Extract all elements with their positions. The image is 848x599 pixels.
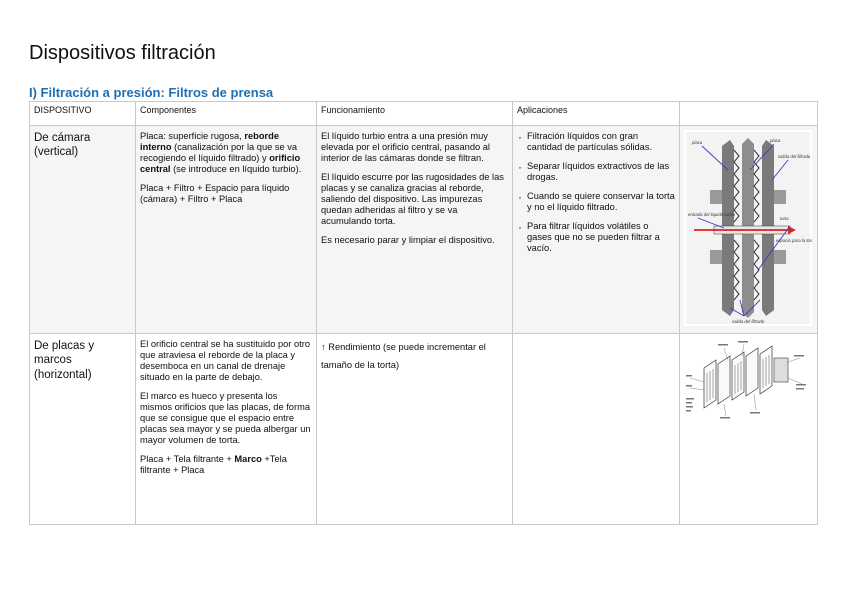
- diagram-label-entrada: entrada del liquido turbio: [688, 212, 736, 217]
- header-componentes: Componentes: [136, 102, 317, 126]
- functioning-cell: [317, 126, 513, 334]
- table-header-row: [30, 102, 818, 126]
- image-cell: [680, 333, 818, 524]
- table-row: [30, 333, 818, 524]
- components-paragraph: Placa: superficie rugosa, reborde interno (canalización por la que se va recogiendo el líquido filtrado) y orificio central (se introduce en líquido turbio).: [140, 131, 302, 174]
- functioning-text: Rendimiento (se puede incrementar el tamaño de la torta): [321, 341, 486, 370]
- diagram-label-torta: torta: [780, 216, 789, 221]
- functioning-cell: [317, 333, 513, 524]
- header-image: [680, 102, 818, 126]
- components-paragraph: El orificio central se ha sustituido por otro que atraviesa el reborde de la placa y desemboca en un canal de drenaje situado en la parte de debajo.: [140, 338, 311, 382]
- functioning-paragraph: Es necesario parar y limpiar el dispositivo.: [321, 234, 495, 245]
- components-paragraph: El marco es hueco y presenta los mismos orificios que las placas, de forma que se consigue que el espacio entre placas sea mayor y se pueda albergar un mayor volumen de torta.: [140, 390, 311, 445]
- device-name: De placas y marcos (horizontal): [30, 333, 136, 524]
- arrow-up-icon: ↑: [321, 341, 326, 352]
- device-name: De cámara (vertical): [30, 126, 136, 334]
- list-item: · Para filtrar líquidos volátiles o gases que no se pueden filtrar a vacío.: [517, 221, 675, 254]
- header-aplicaciones: Aplicaciones: [513, 102, 680, 126]
- section-title: I) Filtración a presión: Filtros de prensa: [29, 85, 274, 100]
- header-dispositivo: DISPOSITIVO: [30, 102, 136, 126]
- list-item: · Filtración líquidos con gran cantidad de partículas sólidas.: [517, 131, 675, 153]
- applications-cell: [513, 126, 680, 334]
- filtration-table: [29, 101, 818, 525]
- plate-frame-press-diagram: [684, 338, 812, 430]
- components-formula: Placa + Filtro + Espacio para líquido (cámara) + Filtro + Placa: [140, 182, 290, 204]
- diagram-label-salida: salida del filtrado: [778, 154, 811, 159]
- diagram-label-placa: placa: [770, 138, 781, 143]
- diagram-label-salida-bottom: salida del filtrado: [732, 319, 765, 324]
- table-row: [30, 126, 818, 334]
- header-funcionamiento: Funcionamiento: [317, 102, 513, 126]
- components-cell: [136, 333, 317, 524]
- list-item: · Cuando se quiere conservar la torta y no el líquido filtrado.: [517, 191, 675, 213]
- functioning-paragraph: El líquido turbio entra a una presión muy elevada por el orificio central, pasando al interior de las cámaras donde se filtran.: [321, 131, 490, 163]
- image-cell: [680, 126, 818, 334]
- page-title: Dispositivos filtración: [29, 42, 216, 64]
- applications-list: [517, 131, 675, 254]
- components-formula: Placa + Tela filtrante + Marco +Tela filtrante + Placa: [140, 453, 287, 475]
- diagram-label-espacio: espacio para la torta: [776, 238, 812, 243]
- diagram-label-placa: placa: [692, 140, 703, 145]
- chamber-filter-press-diagram: [684, 130, 812, 326]
- components-cell: [136, 126, 317, 334]
- functioning-paragraph: El líquido escurre por las rugosidades de las placas y se canaliza gracias al reborde, saliendo del dispositivo. Las impurezas quedan adheridas al filtro y se va acumulando torta.: [321, 171, 504, 226]
- applications-cell: [513, 333, 680, 524]
- list-item: · Separar líquidos extractivos de las drogas.: [517, 161, 675, 183]
